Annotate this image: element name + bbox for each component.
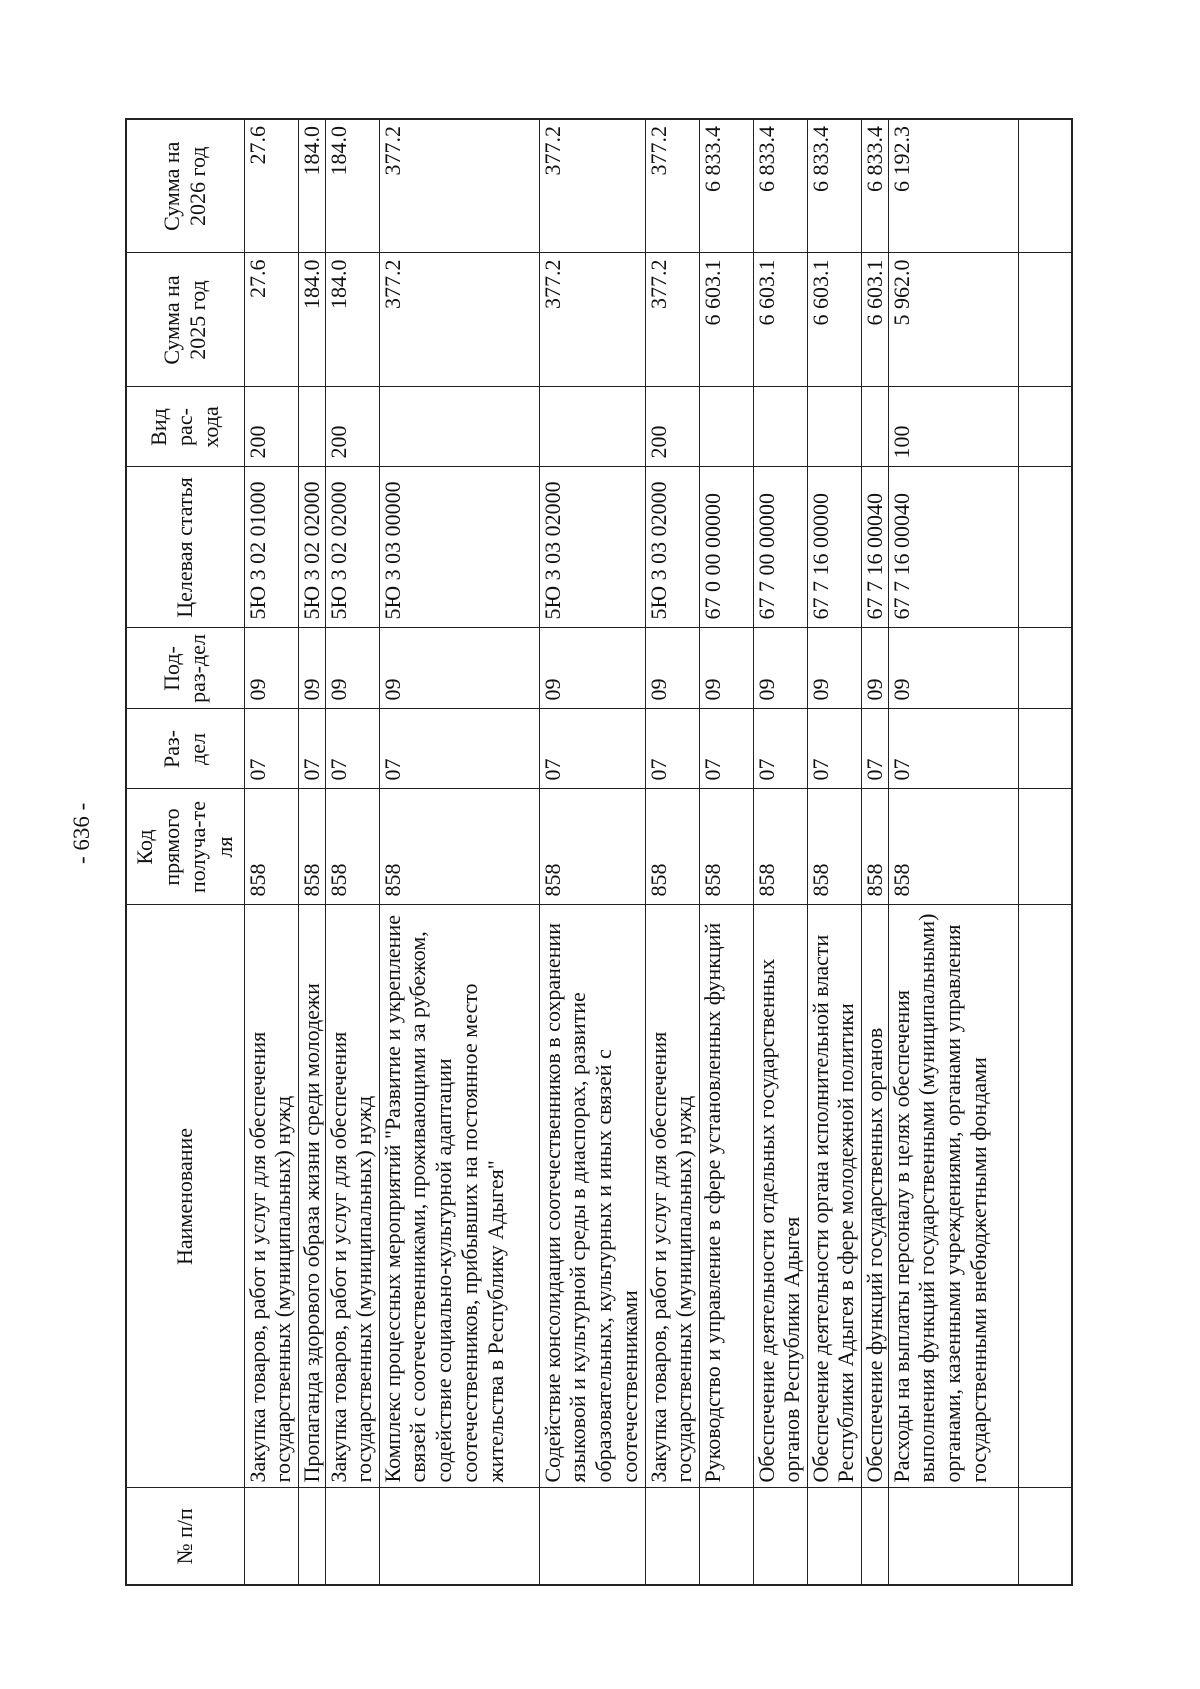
cell-subsection: 09 [539,628,645,709]
cell-sum-2025: 27.6 [244,253,298,387]
cell-target: 5Ю 3 03 00000 [379,467,539,628]
cell-sum-2026: 6 192.3 [888,119,1018,253]
cell-expense: 200 [325,387,379,467]
cell-no [379,1488,539,1585]
cell-recipient: 858 [807,789,861,905]
cell-name: Содействие консолидации соотечественников в сохранении языковой и культурной среды в диаспорах, развитие образовательных, культурных и иных связей с соотечественниками [539,905,645,1488]
cell-name: Закупка товаров, работ и услуг для обеспечения государственных (муниципальных) нужд [645,905,699,1488]
cell-subsection: 09 [753,628,807,709]
cell-recipient: 858 [325,789,379,905]
cell-no [807,1488,861,1585]
cell-target: 67 7 16 00040 [861,467,888,628]
cell-section: 07 [298,709,325,789]
cell-expense [379,387,539,467]
header-target: Целевая статья [126,467,244,628]
cell-sum-2026: 6 833.4 [753,119,807,253]
cell-sum-2025: 377.2 [539,253,645,387]
cell-sum-2025: 184.0 [298,253,325,387]
cell-sum-2025: 184.0 [325,253,379,387]
filler-cell [1018,253,1072,387]
cell-no [298,1488,325,1585]
cell-expense: 100 [888,387,1018,467]
cell-recipient: 858 [645,789,699,905]
cell-sum-2025: 377.2 [379,253,539,387]
cell-sum-2025: 377.2 [645,253,699,387]
cell-sum-2026: 6 833.4 [807,119,861,253]
cell-sum-2026: 184.0 [298,119,325,253]
filler-cell [1018,905,1072,1488]
cell-target: 5Ю 3 03 02000 [645,467,699,628]
cell-sum-2025: 6 603.1 [861,253,888,387]
header-sum-2026: Сумма на 2026 год [126,119,244,253]
table-row [379,119,539,1585]
cell-sum-2025: 6 603.1 [807,253,861,387]
cell-recipient: 858 [379,789,539,905]
header-name: Наименование [126,905,244,1488]
cell-sum-2026: 6 833.4 [861,119,888,253]
cell-target: 5Ю 3 03 02000 [539,467,645,628]
filler-cell [1018,709,1072,789]
cell-name: Обеспечение деятельности отдельных государственных органов Республики Адыгея [753,905,807,1488]
table-row [298,119,325,1585]
cell-no [539,1488,645,1585]
cell-sum-2026: 27.6 [244,119,298,253]
cell-expense: 200 [645,387,699,467]
cell-sum-2025: 5 962.0 [888,253,1018,387]
cell-recipient: 858 [753,789,807,905]
cell-no [888,1488,1018,1585]
table-row [807,119,861,1585]
cell-expense [753,387,807,467]
cell-sum-2026: 377.2 [379,119,539,253]
page-number: - 636 - [69,802,94,864]
table-filler-row [1018,119,1072,1585]
cell-subsection: 09 [298,628,325,709]
cell-target: 67 7 16 00040 [888,467,1018,628]
cell-section: 07 [379,709,539,789]
cell-subsection: 09 [379,628,539,709]
cell-section: 07 [244,709,298,789]
cell-section: 07 [325,709,379,789]
filler-cell [1018,467,1072,628]
header-section: Раз-дел [126,709,244,789]
cell-target: 67 7 00 00000 [753,467,807,628]
cell-no [753,1488,807,1585]
cell-name: Расходы на выплаты персоналу в целях обеспечения выполнения функций государственными (муниципальными) органами, казенными учреждениями, органами управления государственными внебюджетными фондами [888,905,1018,1488]
filler-cell [1018,789,1072,905]
cell-no [645,1488,699,1585]
cell-expense [699,387,753,467]
cell-sum-2026: 377.2 [539,119,645,253]
cell-section: 07 [539,709,645,789]
cell-expense [807,387,861,467]
table-row [753,119,807,1585]
table-row [861,119,888,1585]
cell-name: Руководство и управление в сфере установленных функций [699,905,753,1488]
cell-recipient: 858 [861,789,888,905]
cell-target: 5Ю 3 02 01000 [244,467,298,628]
cell-section: 07 [753,709,807,789]
table-row [888,119,1018,1585]
cell-sum-2026: 6 833.4 [699,119,753,253]
cell-sum-2025: 6 603.1 [699,253,753,387]
filler-cell [1018,387,1072,467]
cell-subsection: 09 [244,628,298,709]
table-row [244,119,298,1585]
cell-recipient: 858 [699,789,753,905]
cell-section: 07 [645,709,699,789]
header-sum-2025: Сумма на 2025 год [126,253,244,387]
cell-name: Обеспечение функций государственных органов [861,905,888,1488]
header-recipient: Код прямого получа-те ля [126,789,244,905]
cell-subsection: 09 [807,628,861,709]
cell-no [325,1488,379,1585]
cell-subsection: 09 [699,628,753,709]
header-no: № п/п [126,1488,244,1585]
cell-section: 07 [861,709,888,789]
table-row [539,119,645,1585]
cell-no [699,1488,753,1585]
cell-section: 07 [888,709,1018,789]
rotated-page [125,120,1073,1586]
filler-cell [1018,628,1072,709]
cell-section: 07 [807,709,861,789]
cell-subsection: 09 [645,628,699,709]
filler-cell [1018,119,1072,253]
cell-target: 67 7 16 00000 [807,467,861,628]
cell-target: 5Ю 3 02 02000 [298,467,325,628]
header-expense: Вид рас-хода [126,387,244,467]
cell-name: Пропаганда здорового образа жизни среди молодежи [298,905,325,1488]
cell-name: Комплекс процессных мероприятий "Развитие и укрепление связей с соотечественниками, проживающими за рубежом, содействие социально-культурной адаптации соотечественников, прибывших на постоянное место жительства в Республику Адыгея" [379,905,539,1488]
cell-recipient: 858 [298,789,325,905]
cell-subsection: 09 [861,628,888,709]
cell-sum-2025: 6 603.1 [753,253,807,387]
cell-sum-2026: 377.2 [645,119,699,253]
cell-section: 07 [699,709,753,789]
table-row [699,119,753,1585]
cell-target: 67 0 00 00000 [699,467,753,628]
cell-sum-2026: 184.0 [325,119,379,253]
cell-no [244,1488,298,1585]
filler-cell [1018,1488,1072,1585]
cell-recipient: 858 [244,789,298,905]
cell-subsection: 09 [325,628,379,709]
table-row [325,119,379,1585]
cell-expense: 200 [244,387,298,467]
budget-table [125,118,1073,1586]
cell-target: 5Ю 3 02 02000 [325,467,379,628]
cell-subsection: 09 [888,628,1018,709]
cell-recipient: 858 [888,789,1018,905]
cell-expense [298,387,325,467]
header-row [126,119,244,1585]
cell-name: Закупка товаров, работ и услуг для обеспечения государственных (муниципальных) нужд [325,905,379,1488]
cell-expense [861,387,888,467]
cell-name: Обеспечение деятельности органа исполнительной власти Республики Адыгея в сфере молодежной политики [807,905,861,1488]
cell-no [861,1488,888,1585]
cell-recipient: 858 [539,789,645,905]
header-subsection: Под-раз-дел [126,628,244,709]
table-row [645,119,699,1585]
cell-expense [539,387,645,467]
cell-name: Закупка товаров, работ и услуг для обеспечения государственных (муниципальных) нужд [244,905,298,1488]
